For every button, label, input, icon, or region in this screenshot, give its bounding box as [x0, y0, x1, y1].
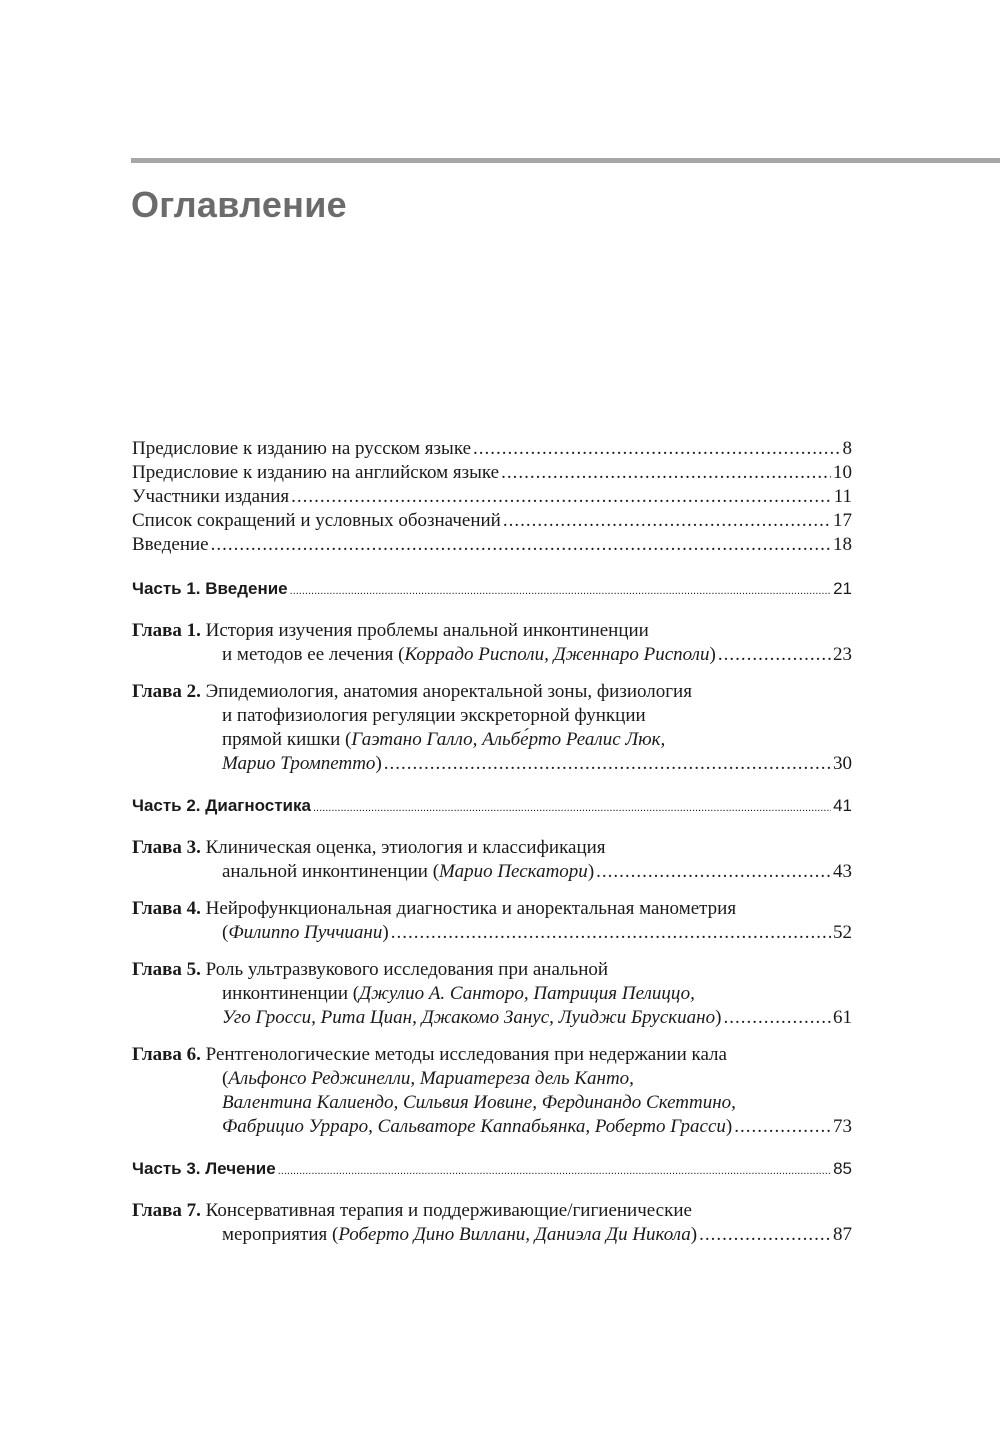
toc-chapter[interactable]: Глава 1. История изучения проблемы анальной инконтиненции [132, 620, 649, 641]
toc-chapter-cont[interactable]: и методов ее лечения (Коррадо Рисполи, Дженнаро Рисполи) ..... 23 [222, 642, 852, 668]
toc-chapter-cont[interactable]: Марио Тромпетто) ..... 30 [222, 751, 852, 777]
toc-part[interactable]: Часть 2. Диагностика ..... 41 [132, 793, 852, 819]
toc-chapter-cont[interactable]: Уго Гросси, Рита Циан, Джакомо Занус, Луиджи Брускиано) ..... 61 [222, 1005, 852, 1031]
toc-chapter[interactable]: Глава 5. Роль ультразвукового исследования при анальной [132, 959, 609, 980]
toc-chapter[interactable]: Глава 7. Консервативная терапия и поддерживающие/гигиенические [132, 1200, 692, 1221]
toc-chapter[interactable]: Глава 6. Рентгенологические методы исследования при недержании кала [132, 1044, 727, 1065]
toc-chapter-cont: и патофизиология регуляции экскреторной функции [222, 705, 646, 726]
toc-chapter-cont: Валентина Калиендо, Сильвия Иовине, Фердинандо Скеттино, [222, 1092, 736, 1113]
toc-entry[interactable]: Предисловие к изданию на русском языке ..... 8 [132, 436, 852, 462]
toc-chapter-cont[interactable]: мероприятия (Роберто Дино Виллани, Даниэла Ди Никола) ..... 87 [222, 1222, 852, 1248]
toc-part[interactable]: Часть 3. Лечение ..... 85 [132, 1156, 852, 1182]
toc-entry[interactable]: Предисловие к изданию на английском языке ..... 10 [132, 460, 852, 486]
page-title: Оглавление [131, 184, 347, 225]
toc-chapter-cont: инконтиненции (Джулио А. Санторо, Патриция Пелиццо, [222, 983, 695, 1004]
toc-entry[interactable]: Введение ..... 18 [132, 532, 852, 558]
toc-entry[interactable]: Участники издания ..... 11 [132, 484, 852, 510]
toc-chapter-cont: (Альфонсо Реджинелли, Мариатереза дель Канто, [222, 1068, 634, 1089]
toc-chapter-cont[interactable]: анальной инконтиненции (Марио Пескатори) ..... 43 [222, 859, 852, 885]
toc-entry[interactable]: Список сокращений и условных обозначений ..... 17 [132, 508, 852, 534]
header-rule [131, 158, 1000, 163]
toc-part[interactable]: Часть 1. Введение ..... 21 [132, 576, 852, 602]
toc-chapter-cont: прямой кишки (Гаэтано Галло, Альбе́рто Реалис Люк, [222, 729, 666, 750]
toc-chapter[interactable]: Глава 4. Нейрофункциональная диагностика и аноректальная манометрия [132, 898, 737, 919]
toc-chapter[interactable]: Глава 2. Эпидемиология, анатомия аноректальной зоны, физиология [132, 681, 692, 702]
toc-chapter-cont[interactable]: (Филиппо Пуччиани) ..... 52 [222, 920, 852, 946]
toc-chapter[interactable]: Глава 3. Клиническая оценка, этиология и классификация [132, 837, 606, 858]
toc-chapter-cont[interactable]: Фабрицио Урраро, Сальваторе Каппабьянка, Роберто Грасси) ..... 73 [222, 1114, 852, 1140]
